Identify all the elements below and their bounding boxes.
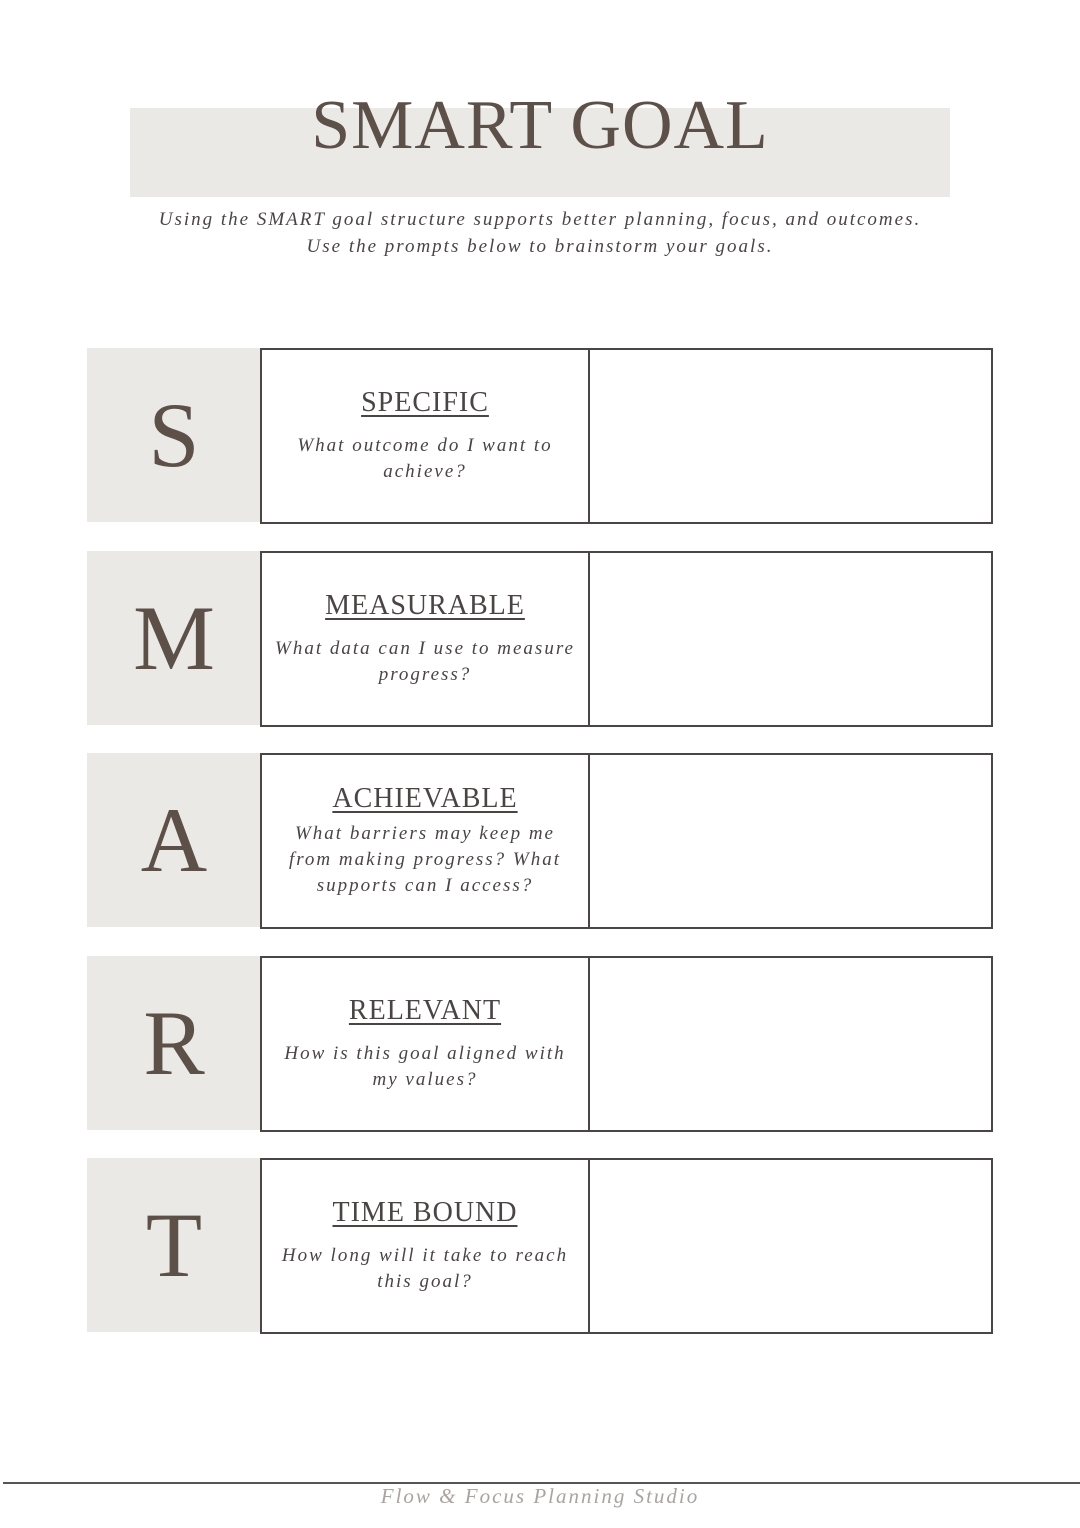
smart-row-specific: [87, 348, 992, 522]
row-heading: SPECIFIC: [361, 387, 489, 418]
row-question: What barriers may keep me from making progress? What supports can I access?: [288, 823, 562, 896]
prompt-cell: [262, 755, 590, 927]
row-heading: ACHIEVABLE: [332, 783, 518, 814]
row-question: What outcome do I want to achieve?: [297, 435, 553, 482]
smart-row-relevant: [87, 956, 992, 1130]
answer-field-measurable[interactable]: [590, 553, 991, 725]
smart-row-measurable: [87, 551, 992, 725]
prompt-cell: [262, 958, 590, 1130]
row-letter: T: [87, 1158, 261, 1332]
row-box: [260, 753, 993, 929]
footer-brand: Flow & Focus Planning Studio: [380, 1484, 700, 1508]
intro-text: [0, 206, 1080, 260]
intro-line-2: Use the prompts below to brainstorm your goals.: [306, 236, 774, 257]
answer-field-relevant[interactable]: [590, 958, 991, 1130]
row-box: [260, 1158, 993, 1334]
prompt-cell: [262, 553, 590, 725]
row-heading: RELEVANT: [348, 995, 502, 1026]
prompt-cell: [262, 350, 590, 522]
row-heading: MEASURABLE: [325, 590, 525, 621]
answer-field-achievable[interactable]: [590, 755, 991, 927]
row-box: [260, 956, 993, 1132]
row-question: What data can I use to measure progress?: [275, 638, 575, 685]
row-letter: R: [87, 956, 261, 1130]
answer-field-time-bound[interactable]: [590, 1160, 991, 1332]
row-letter: A: [87, 753, 261, 927]
smart-row-time-bound: [87, 1158, 992, 1332]
row-question: How is this goal aligned with my values?: [284, 1043, 566, 1090]
row-question: How long will it take to reach this goal?: [281, 1245, 569, 1292]
smart-row-achievable: [87, 753, 992, 927]
row-letter: M: [87, 551, 261, 725]
row-letter: S: [87, 348, 261, 522]
intro-line-1: Using the SMART goal structure supports better planning, focus, and outcomes.: [158, 209, 922, 230]
page-title: SMART GOAL: [311, 87, 769, 164]
row-box: [260, 348, 993, 524]
prompt-cell: [262, 1160, 590, 1332]
answer-field-specific[interactable]: [590, 350, 991, 522]
row-box: [260, 551, 993, 727]
row-heading: TIME BOUND: [332, 1197, 518, 1228]
